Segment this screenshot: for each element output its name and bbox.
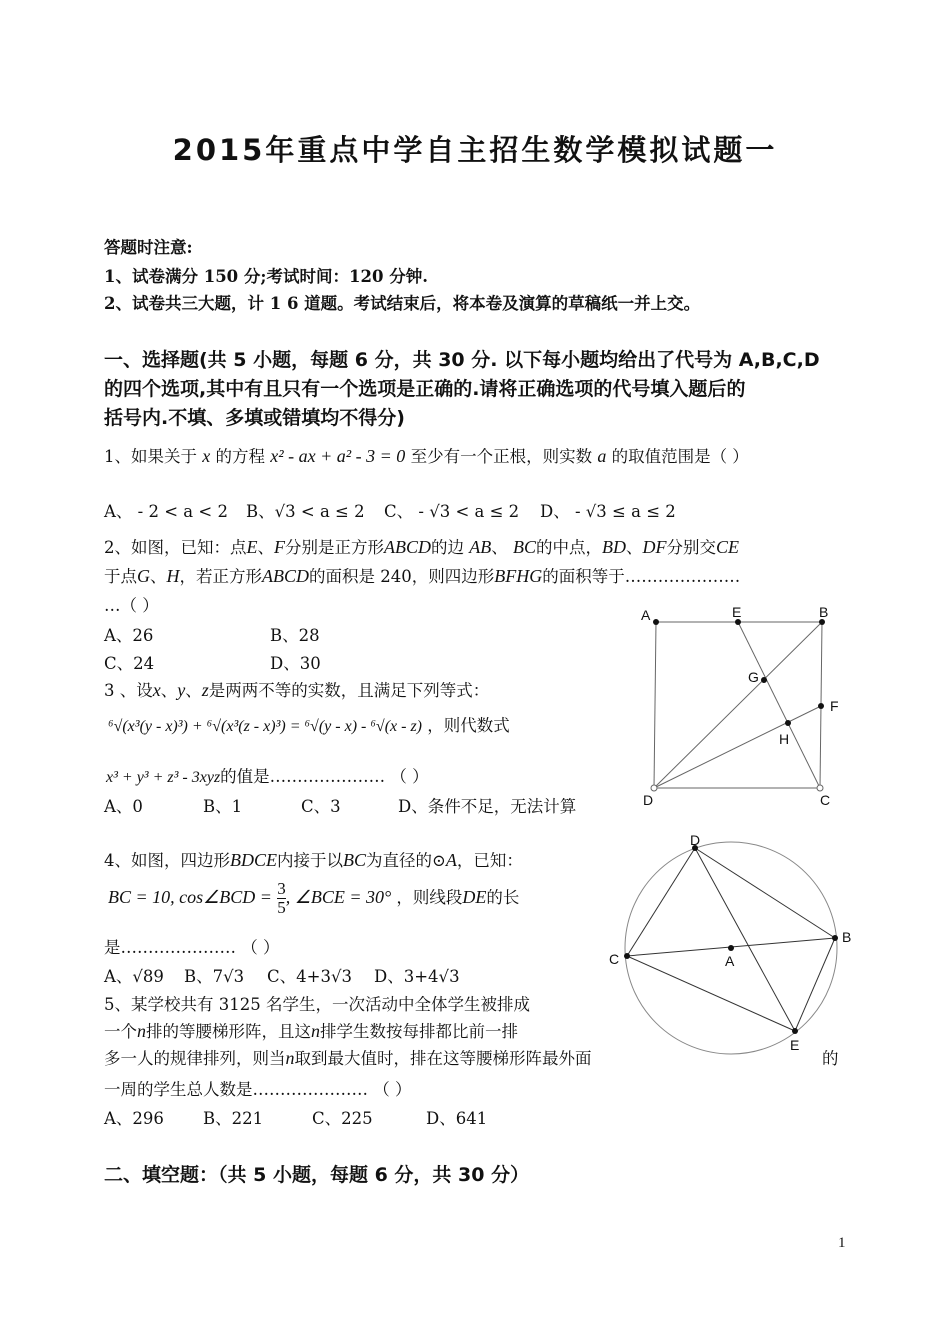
q2-option-d: D、30 bbox=[270, 654, 321, 673]
circle-figure bbox=[605, 828, 855, 1060]
q5-option-d: D、641 bbox=[426, 1109, 488, 1128]
q3-var-y: y bbox=[177, 680, 186, 700]
q3-option-a: A、0 bbox=[104, 797, 143, 816]
page-title: 2015年重点中学自主招生数学模拟试题一 bbox=[172, 133, 778, 167]
q2-option-c: C、24 bbox=[104, 654, 155, 673]
q2-var-ce: CE bbox=[716, 537, 740, 557]
q2-text-e: 分别交 bbox=[666, 538, 717, 557]
q4-var-a: A bbox=[445, 850, 457, 870]
q2-var-e: E bbox=[246, 537, 258, 557]
q4-var-de: DE bbox=[462, 887, 487, 907]
q4-line-3: 是………………… （ ） bbox=[104, 938, 280, 957]
point-a bbox=[728, 945, 734, 951]
seg-de bbox=[695, 848, 795, 1031]
q4-option-d: D、3+4√3 bbox=[374, 967, 460, 986]
q4-text-e: ，则线段 bbox=[396, 888, 463, 907]
q2-text-h: 的面积是 240，则四边形 bbox=[309, 567, 495, 586]
point-f bbox=[818, 703, 824, 709]
point-g bbox=[761, 677, 767, 683]
q2-text-b: 分别是正方形 bbox=[285, 538, 384, 557]
label-c: C bbox=[609, 951, 620, 967]
q5-text-a: 一个 bbox=[104, 1022, 137, 1041]
q1-option-a: A、 - 2 < a < 2 bbox=[104, 502, 228, 521]
q2-text-g: ，若正方形 bbox=[179, 567, 262, 586]
q2-var-h: H bbox=[166, 566, 180, 586]
q5-line-2 bbox=[104, 1018, 518, 1042]
q2-line-3: …（ ） bbox=[104, 596, 159, 615]
q5-option-c: C、225 bbox=[312, 1109, 373, 1128]
notes-heading: 答题时注意: bbox=[104, 238, 193, 257]
q2-var-abcd: ABCD bbox=[262, 566, 309, 586]
q5-text-b: 排的等腰梯形阵，且这 bbox=[146, 1022, 311, 1041]
q2-option-b: B、28 bbox=[270, 626, 320, 645]
q5-text-e: 取到最大值时，排在这等腰梯形阵最外面 bbox=[294, 1049, 592, 1068]
q3-text-d: 的值是………………… （ ） bbox=[220, 767, 429, 786]
q1-mid1: 的方程 bbox=[215, 447, 265, 466]
point-a bbox=[653, 619, 659, 625]
q2-var-ab: AB bbox=[469, 537, 492, 557]
q4-var-bc: BC bbox=[343, 850, 367, 870]
q3-option-d: D、条件不足，无法计算 bbox=[398, 797, 577, 816]
side-ad bbox=[654, 622, 656, 788]
q5-line-3-end: 的 bbox=[822, 1049, 839, 1068]
label-a: A bbox=[725, 953, 735, 969]
q1-option-c: C、 - √3 < a ≤ 2 bbox=[384, 502, 520, 521]
q1-option-b: B、√3 < a ≤ 2 bbox=[246, 502, 365, 521]
q2-sep: 、 bbox=[257, 538, 274, 557]
q1-var-a: a bbox=[597, 446, 607, 466]
diag-bd bbox=[654, 622, 822, 788]
q2-line-1 bbox=[104, 534, 739, 558]
q4-option-c: C、4+3√3 bbox=[267, 967, 352, 986]
point-d bbox=[651, 785, 657, 791]
q2-text-a: 2、如图，已知：点 bbox=[104, 538, 247, 557]
q4-var-bdce: BDCE bbox=[230, 850, 277, 870]
label-d: D bbox=[643, 792, 654, 808]
seg-df bbox=[654, 706, 821, 788]
q4-line-1 bbox=[104, 847, 523, 871]
label-a: A bbox=[641, 607, 651, 623]
section1-line-3: 括号内.不填、多填或错填均不得分) bbox=[104, 407, 405, 429]
seg-db bbox=[695, 848, 835, 938]
q4-text-d: ，已知： bbox=[456, 851, 523, 870]
q3-text-c: ，则代数式 bbox=[427, 716, 510, 735]
label-c: C bbox=[820, 792, 831, 808]
page-number: 1 bbox=[838, 1235, 846, 1251]
q4-line-2 bbox=[108, 880, 519, 917]
q5-text-c: 排学生数按每排都比前一排 bbox=[320, 1022, 518, 1041]
q5-var-n: n bbox=[311, 1021, 320, 1041]
section2-heading: 二、填空题：（共 5 小题，每题 6 分，共 30 分） bbox=[104, 1164, 530, 1186]
q1-mid2: 至少有一个正根，则实数 bbox=[410, 447, 593, 466]
section1-line-1: 一、选择题(共 5 小题，每题 6 分，共 30 分. 以下每小题均给出了代号为 A,B,C,D bbox=[104, 349, 820, 371]
q3-text-a: 3 、设 bbox=[104, 681, 153, 700]
q4-text-c: 为直径的⊙ bbox=[366, 851, 446, 870]
point-c bbox=[624, 953, 630, 959]
q2-sep: 、 bbox=[150, 567, 167, 586]
q2-option-a: A、26 bbox=[104, 626, 154, 645]
q2-var-f: F bbox=[274, 537, 285, 557]
q3-var-x: x bbox=[152, 680, 161, 700]
label-b: B bbox=[842, 929, 852, 945]
q1-prefix: 1、如果关于 bbox=[104, 447, 197, 466]
q5-line-1: 5、某学校共有 3125 名学生，一次活动中全体学生被排成 bbox=[104, 995, 530, 1014]
label-b: B bbox=[819, 604, 829, 620]
label-d: D bbox=[690, 832, 701, 848]
q3-line-3 bbox=[106, 763, 429, 787]
q3-line-1 bbox=[104, 677, 489, 701]
q4-text-b: 内接于以 bbox=[277, 851, 343, 870]
q2-var-bd: BD bbox=[602, 537, 627, 557]
label-e: E bbox=[732, 604, 742, 620]
q2-sep: 、 bbox=[491, 538, 508, 557]
point-c bbox=[817, 785, 823, 791]
point-h bbox=[785, 720, 791, 726]
label-h: H bbox=[779, 731, 790, 747]
seg-ce bbox=[738, 622, 820, 788]
q5-option-a: A、296 bbox=[104, 1109, 164, 1128]
q1-option-d: D、 - √3 ≤ a ≤ 2 bbox=[540, 502, 676, 521]
q1-var-x: x bbox=[202, 446, 211, 466]
q5-var-n: n bbox=[137, 1021, 146, 1041]
q3-equation: ⁶√(x³(y - x)³) + ⁶√(x³(z - x)³) = ⁶√(y - x) - ⁶√(x - z) bbox=[108, 718, 422, 735]
q2-sep: 、 bbox=[626, 538, 643, 557]
q3-text-b: 是两两不等的实数，且满足下列等式： bbox=[208, 681, 490, 700]
seg-dc bbox=[627, 848, 695, 956]
q5-text-d: 多一人的规律排列，则当 bbox=[104, 1049, 286, 1068]
q4-frac-num: 3 bbox=[277, 879, 286, 898]
q3-sep: 、 bbox=[185, 681, 202, 700]
label-e: E bbox=[790, 1037, 800, 1053]
q1-equation: x² - ax + a² - 3 = 0 bbox=[270, 446, 406, 466]
q3-sep: 、 bbox=[160, 681, 178, 700]
q2-var-abcd: ABCD bbox=[384, 537, 431, 557]
notes-line-1: 1、试卷满分 150 分;考试时间：120 分钟. bbox=[104, 267, 428, 286]
q2-var-df: DF bbox=[642, 537, 667, 557]
section1-line-2: 的四个选项,其中有且只有一个选项是正确的.请将正确选项的代号填入题后的 bbox=[104, 378, 746, 400]
q2-var-bc: BC bbox=[513, 537, 537, 557]
q4-frac-den: 5 bbox=[277, 898, 286, 917]
seg-be bbox=[795, 938, 835, 1031]
q5-option-b: B、221 bbox=[203, 1109, 264, 1128]
q3-option-c: C、3 bbox=[301, 797, 341, 816]
q3-var-z: z bbox=[201, 680, 209, 700]
label-g: G bbox=[748, 669, 759, 685]
q4-fraction bbox=[277, 880, 286, 917]
q1-suffix: 的取值范围是（ ） bbox=[611, 447, 749, 466]
q2-var-bfhg: BFHG bbox=[494, 566, 543, 586]
q5-var-n: n bbox=[285, 1048, 295, 1068]
point-b bbox=[832, 935, 838, 941]
q4-text-f: 的长 bbox=[486, 888, 520, 907]
q2-text-d: 的中点， bbox=[536, 538, 603, 557]
label-f: F bbox=[830, 698, 839, 714]
q4-condition-b: , ∠BCE = 30° bbox=[285, 887, 392, 907]
q4-text-a: 4、如图，四边形 bbox=[104, 851, 230, 870]
q2-var-g: G bbox=[137, 566, 150, 586]
q4-option-b: B、7√3 bbox=[184, 967, 245, 986]
q3-line-2 bbox=[108, 712, 510, 736]
q3-option-b: B、1 bbox=[203, 797, 243, 816]
seg-ce bbox=[627, 956, 795, 1031]
q2-text-f: 于点 bbox=[104, 567, 137, 586]
square-figure bbox=[630, 598, 850, 810]
q2-text-i: 的面积等于………………… bbox=[542, 567, 741, 586]
point-e bbox=[792, 1028, 798, 1034]
q3-expression: x³ + y³ + z³ - 3xyz bbox=[106, 769, 221, 786]
q2-text-c: 的边 bbox=[431, 538, 464, 557]
q5-line-4: 一周的学生总人数是………………… （ ） bbox=[104, 1080, 412, 1099]
q5-line-3 bbox=[104, 1045, 592, 1069]
notes-line-2: 2、试卷共三大题，计 1 6 道题。考试结束后，将本卷及演算的草稿纸一并上交。 bbox=[104, 294, 701, 313]
q1-stem bbox=[104, 443, 749, 467]
q4-option-a: A、√89 bbox=[104, 967, 164, 986]
q2-line-2 bbox=[104, 563, 740, 587]
q4-condition-a: BC = 10, cos∠BCD = bbox=[108, 887, 272, 907]
